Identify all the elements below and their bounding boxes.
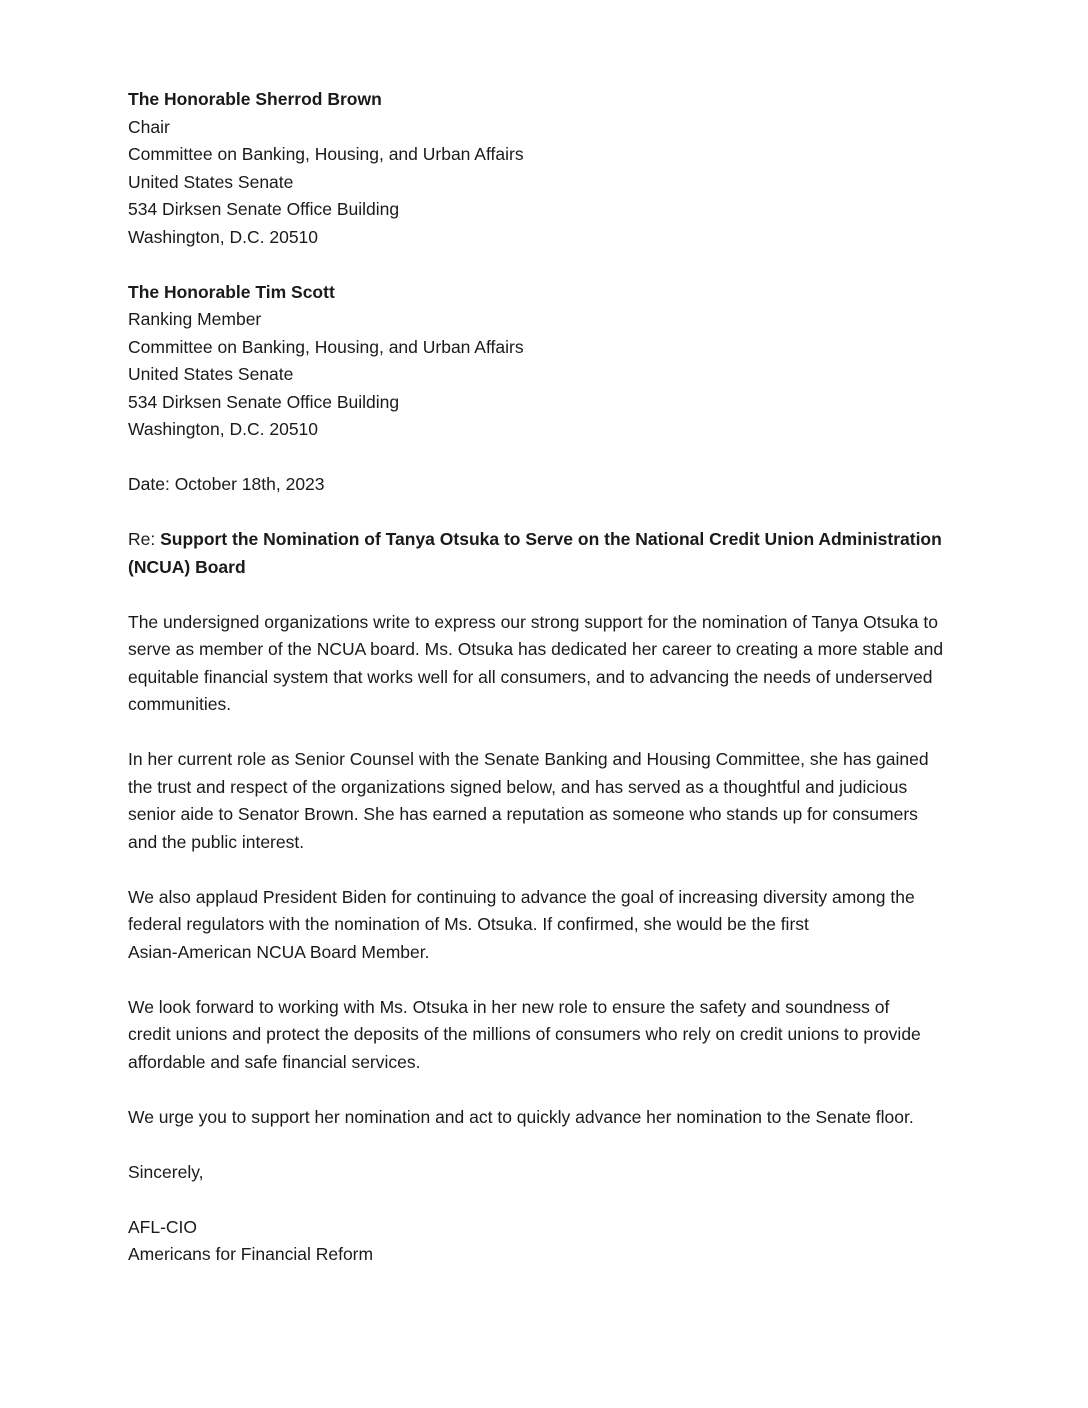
recipient-block-chair (128, 86, 968, 251)
paragraph-line: communities. (128, 694, 232, 714)
paragraph-line: senior aide to Senator Brown. She has earned a reputation as someone who stands up for consumers (128, 804, 918, 824)
recipient-committee: Committee on Banking, Housing, and Urban Affairs (128, 144, 524, 164)
recipient-city: Washington, D.C. 20510 (128, 419, 319, 439)
paragraph-line: the trust and respect of the organizations signed below, and has served as a thoughtful and judicious (128, 776, 908, 797)
recipient-city: Washington, D.C. 20510 (128, 226, 319, 247)
recipient-title: Ranking Member (128, 309, 262, 329)
body-paragraph (128, 609, 968, 719)
body-paragraph (128, 1104, 968, 1132)
recipient-block-ranking-member (128, 279, 968, 444)
paragraph-line: credit unions and protect the deposits of the millions of consumers who rely on credit unions to provide (128, 1024, 921, 1044)
paragraph-line: equitable financial system that works well for all consumers, and to advancing the needs of underserved (128, 666, 933, 687)
paragraph-line: serve as member of the NCUA board. Ms. Otsuka has dedicated her career to creating a more stable and (128, 639, 944, 659)
letter-page (128, 86, 968, 1296)
body-paragraph (128, 884, 968, 967)
signatory-organization: Americans for Financial Reform (128, 1244, 374, 1264)
recipient-title: Chair (128, 116, 170, 137)
recipient-body: United States Senate (128, 171, 294, 192)
body-paragraph (128, 994, 968, 1077)
re-subject: Support the Nomination of Tanya Otsuka to Serve on the National Credit Union Administration (160, 529, 942, 549)
paragraph-line: and the public interest. (128, 831, 305, 852)
paragraph-line: We urge you to support her nomination and act to quickly advance her nomination to the Senate floor. (128, 1106, 914, 1127)
paragraph-line: affordable and safe financial services. (128, 1051, 421, 1072)
recipient-address: 534 Dirksen Senate Office Building (128, 391, 400, 412)
letter-date (128, 471, 968, 499)
closing-text: Sincerely, (128, 1161, 204, 1182)
signatory-list (128, 1214, 968, 1269)
paragraph-line: Asian-American NCUA Board Member. (128, 941, 430, 962)
recipient-name: The Honorable Sherrod Brown (128, 89, 382, 109)
date-text: Date: October 18th, 2023 (128, 474, 325, 494)
paragraph-line: In her current role as Senior Counsel with the Senate Banking and Housing Committee, she has gained (128, 749, 929, 769)
recipient-body: United States Senate (128, 364, 294, 384)
re-subject-continued: (NCUA) Board (128, 556, 246, 577)
recipient-name: The Honorable Tim Scott (128, 281, 335, 302)
re-prefix: Re: (128, 529, 161, 549)
paragraph-line: federal regulators with the nomination of Ms. Otsuka. If confirmed, she would be the first (128, 914, 809, 934)
recipient-committee: Committee on Banking, Housing, and Urban Affairs (128, 336, 524, 357)
body-paragraph (128, 746, 968, 856)
closing (128, 1159, 968, 1187)
signatory-organization: AFL-CIO (128, 1216, 198, 1237)
paragraph-line: We also applaud President Biden for continuing to advance the goal of increasing diversity among the (128, 886, 915, 907)
recipient-address: 534 Dirksen Senate Office Building (128, 199, 400, 219)
subject-line (128, 526, 968, 581)
paragraph-line: The undersigned organizations write to express our strong support for the nomination of Tanya Otsuka to (128, 611, 938, 632)
paragraph-line: We look forward to working with Ms. Otsuka in her new role to ensure the safety and soundness of (128, 996, 890, 1017)
